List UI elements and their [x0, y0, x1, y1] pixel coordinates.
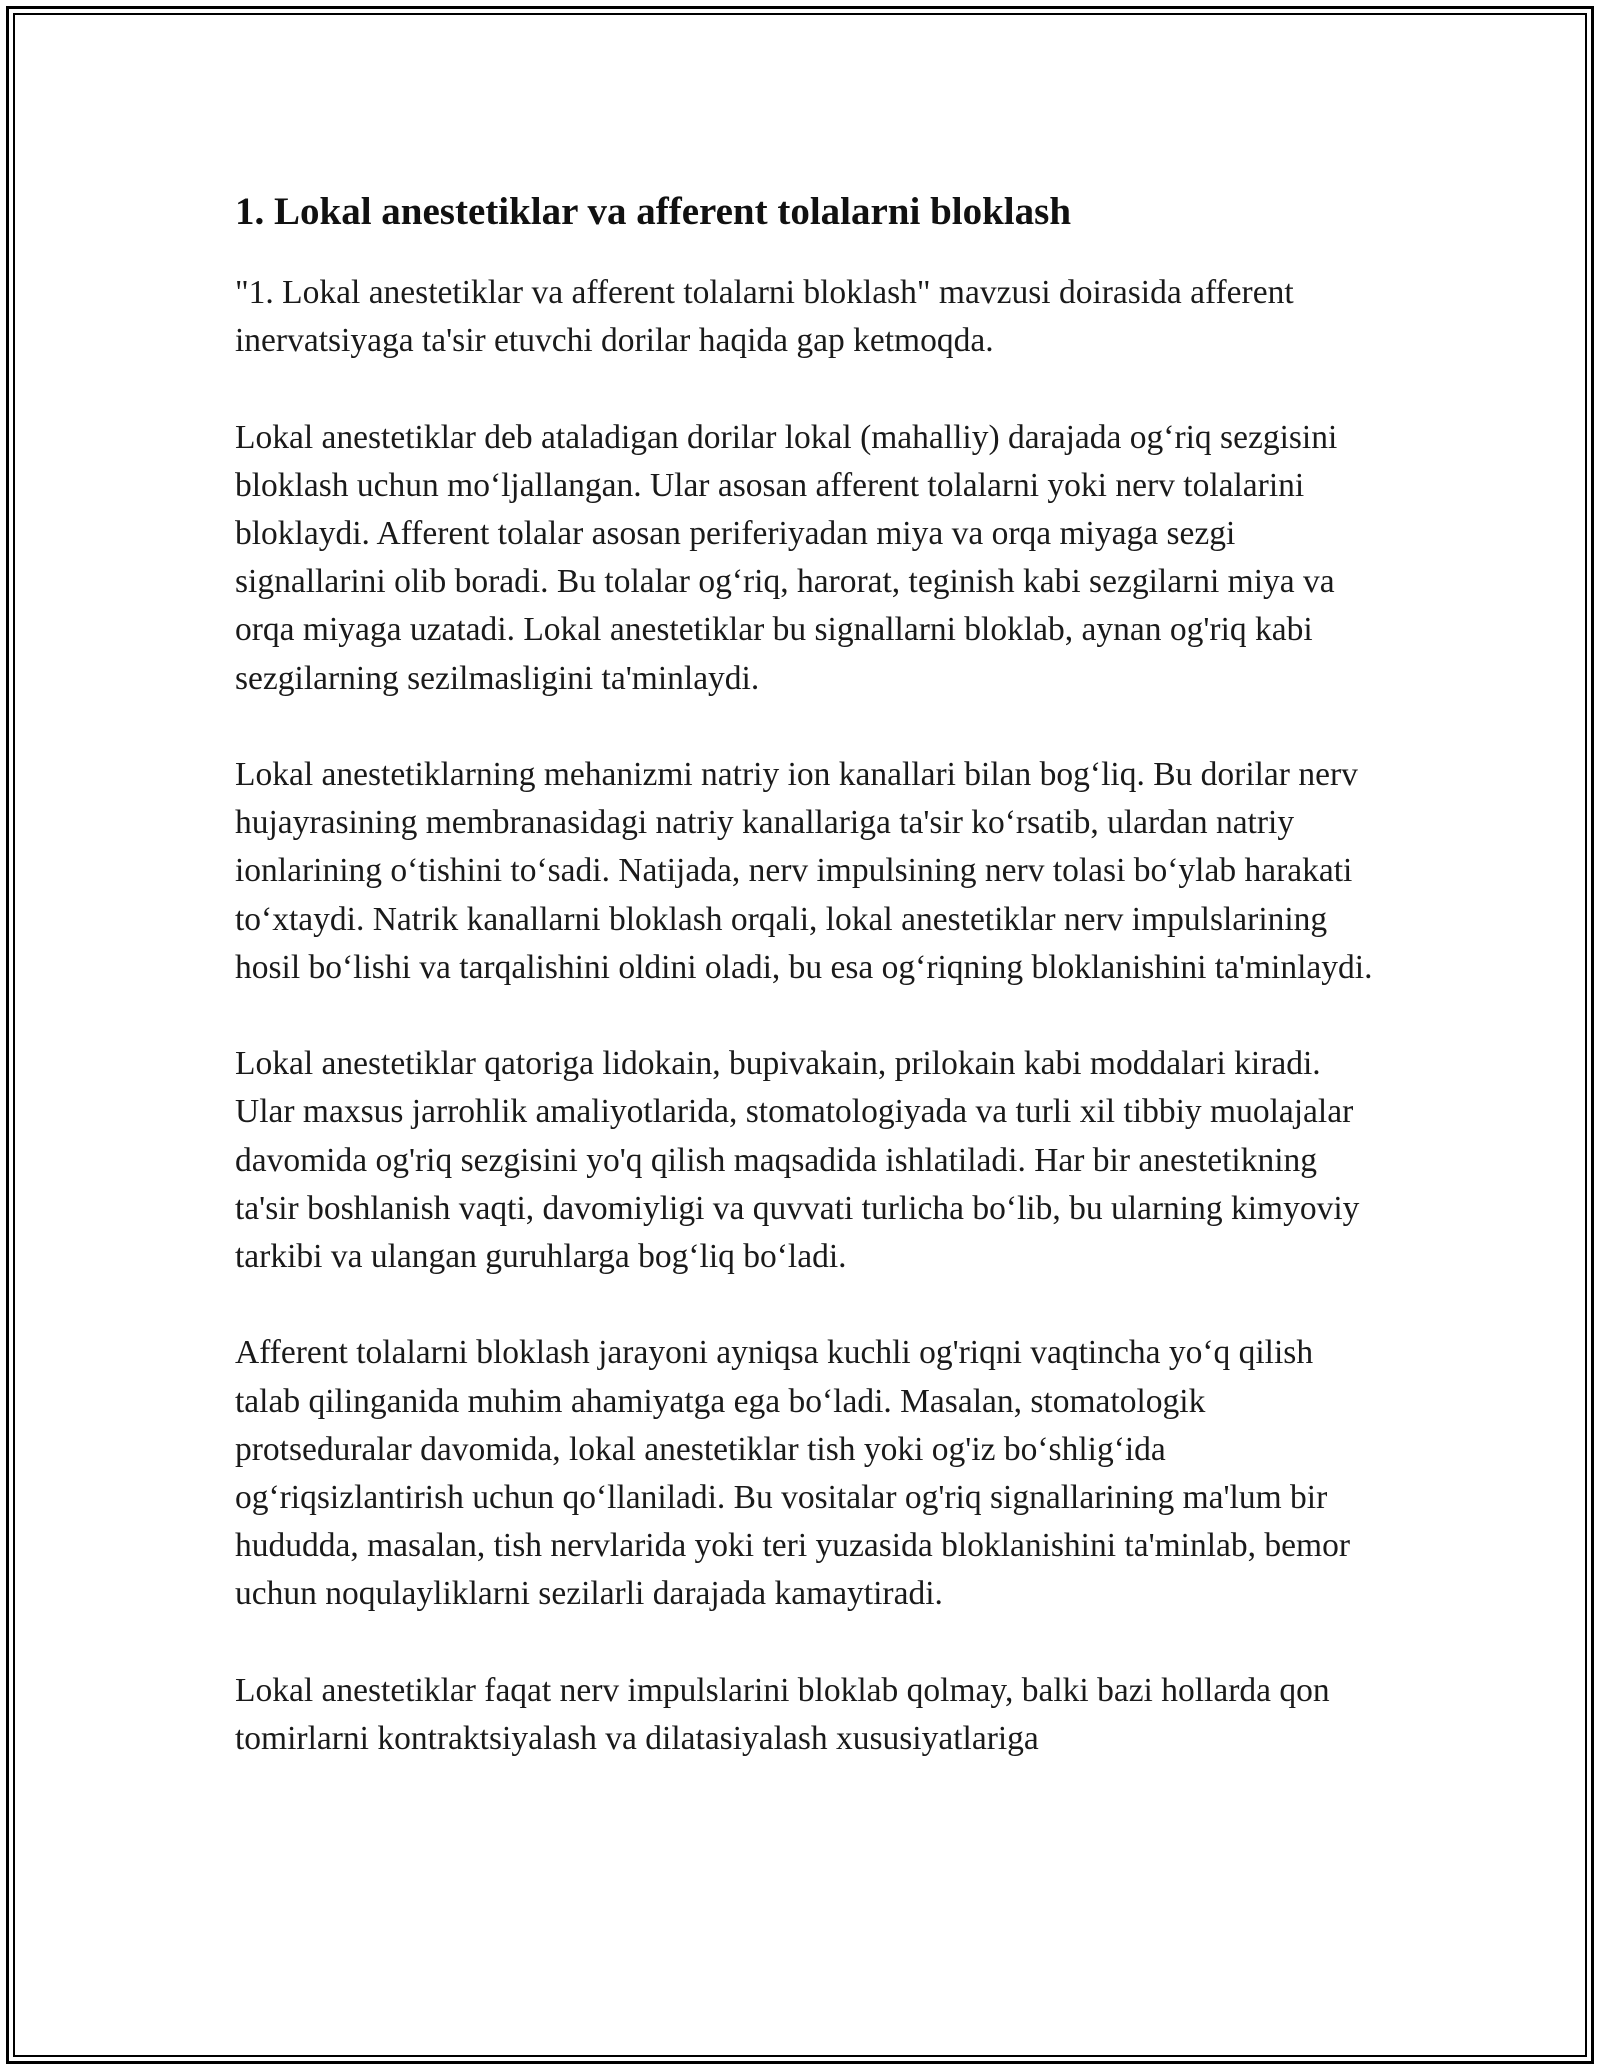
- document-body: [235, 185, 1375, 1811]
- paragraph-definition: Lokal anestetiklar deb ataladigan dorilar lokal (mahalliy) darajada og‘riq sezgisini bloklash uchun mo‘ljallangan. Ular asosan afferent tolalarni yoki nerv tolalarini bloklaydi. Afferent tolalar asosan periferiyadan miya va orqa miyaga sezgi signallarini olib boradi. Bu tolalar og‘riq, harorat, teginish kabi sezgilarni miya va orqa miyaga uzatadi. Lokal anestetiklar bu signallarni bloklab, aynan og'riq kabi sezgilarning sezilmasligini ta'minlaydi.: [235, 418, 1338, 697]
- paragraph-mechanism: Lokal anestetiklarning mehanizmi natriy ion kanallari bilan bog‘liq. Bu dorilar nerv hujayrasining membranasidagi natriy kanallariga ta'sir ko‘rsatib, ulardan natriy ionlarining o‘tishini to‘sadi. Natijada, nerv impulsining nerv tolasi bo‘ylab harakati to‘xtaydi. Natrik kanallarni bloklash orqali, lokal anestetiklar nerv impulslarining hosil bo‘lishi va tarqalishini oldini oladi, bu esa og‘riqning bloklanishini ta'minlaydi.: [235, 756, 1373, 986]
- page-title: 1. Lokal anestetiklar va afferent tolalarni bloklash: [235, 190, 1072, 233]
- paragraph-examples: Lokal anestetiklar qatoriga lidokain, bupivakain, prilokain kabi moddalari kiradi. Ular maxsus jarrohlik amaliyotlarida, stomatologiyada va turli xil tibbiy muolajalar davomida og'riq sezgisini yo'q qilish maqsadida ishlatiladi. Har bir anestetikning ta'sir boshlanish vaqti, davomiyligi va quvvati turlicha bo‘lib, bu ularning kimyoviy tarkibi va ulangan guruhlarga bog‘liq bo‘ladi.: [235, 1045, 1360, 1276]
- paragraph-intro: "1. Lokal anestetiklar va afferent tolalarni bloklash" mavzusi doirasida afferent inervatsiyaga ta'sir etuvchi dorilar haqida gap ketmoqda.: [235, 274, 1294, 360]
- paragraph-application: Afferent tolalarni bloklash jarayoni ayniqsa kuchli og'riqni vaqtincha yo‘q qilish talab qilinganida muhim ahamiyatga ega bo‘ladi. Masalan, stomatologik protseduralar davomida, lokal anestetiklar tish yoki og'iz bo‘shlig‘ida og‘riqsizlantirish uchun qo‘llaniladi. Bu vositalar og'riq signallarining ma'lum bir hududda, masalan, tish nervlarida yoki teri yuzasida bloklanishini ta'minlab, bemor uchun noqulayliklarni sezilarli darajada kamaytiradi.: [235, 1334, 1350, 1613]
- paragraph-additional: Lokal anestetiklar faqat nerv impulslarini bloklab qolmay, balki bazi hollarda qon tomirlarni kontraktsiyalash va dilatasiyalash xususiyatlariga: [235, 1671, 1330, 1758]
